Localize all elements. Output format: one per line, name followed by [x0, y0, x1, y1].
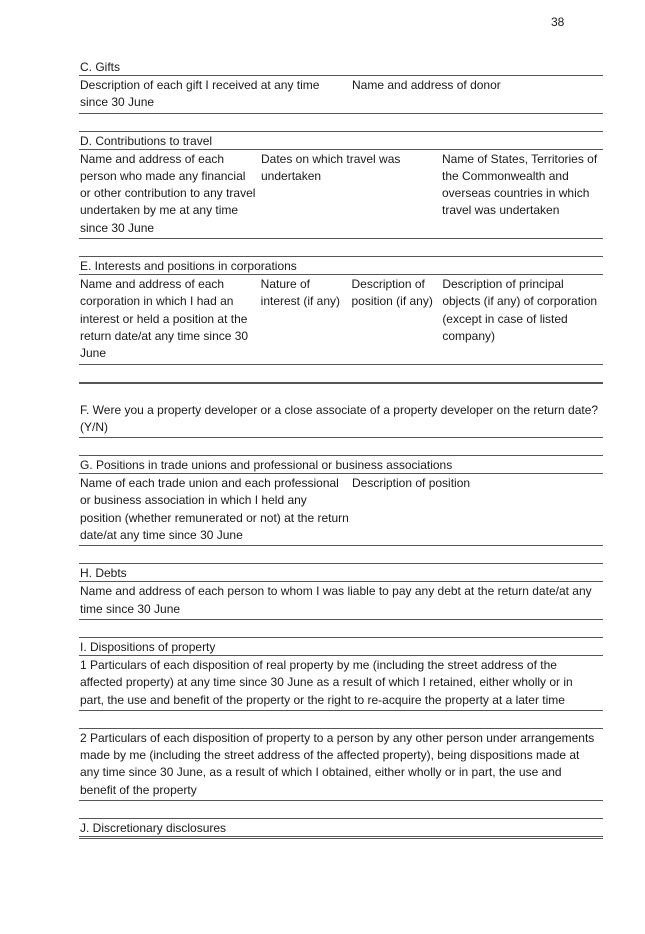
section-e-title: E. Interests and positions in corporations: [79, 257, 603, 275]
disclosure-form: [79, 58, 603, 839]
section-i-item2: 2 Particulars of each disposition of property to a person by any other person under arrangements made by me (including the street address of the affected property), being dispositions made at any time since 30 June, as a result of which I obtained, either wholly or in part, the use and benefit of the property: [80, 730, 595, 797]
section-e-header-row: [79, 275, 603, 364]
section-i-title: I. Dispositions of property: [79, 638, 603, 656]
section-e-col-corporation: Name and address of each corporation in which I had an interest or held a position at the return date/at any time since 30 June: [80, 277, 249, 361]
section-d-col-places: Name of States, Territories of the Commonwealth and overseas countries in which travel was undertaken: [442, 151, 598, 218]
page-number: 38: [551, 15, 565, 29]
section-g-header-row: [79, 474, 603, 546]
section-e-col-position: Description of position (if any): [351, 277, 433, 309]
section-i-item2-row: [79, 729, 603, 801]
section-g-entry-row[interactable]: [79, 546, 603, 564]
section-c-title: C. Gifts: [79, 58, 603, 76]
section-i-item1-row: [79, 656, 603, 711]
section-h-header-row: [79, 582, 603, 620]
section-i-item1-entry-row[interactable]: [79, 711, 603, 729]
section-g-title: G. Positions in trade unions and professional or business associations: [79, 456, 603, 474]
section-d-col-contributor: Name and address of each person who made any financial or other contribution to any travel undertaken by me at any time since 30 June: [80, 151, 256, 235]
section-d-title: D. Contributions to travel: [79, 132, 603, 150]
section-f-question: F. Were you a property developer or a close associate of a property developer on the return date? (Y/N): [80, 402, 599, 434]
section-h-entry-row[interactable]: [79, 620, 603, 638]
section-f-answer-row[interactable]: [79, 438, 603, 456]
section-d-header-row: [79, 150, 603, 239]
section-i-item1: 1 Particulars of each disposition of real property by me (including the street address of the affected property) at any time since 30 June as a result of which I retained, either wholly or in part, the use and benefit of the property or the right to re-acquire the property at a later time: [80, 657, 573, 707]
section-g-col-union: Name of each trade union and each professional or business association in which I held any position (whether remunerated or not) at the return date/at any time since 30 June: [80, 476, 349, 543]
section-h-col-creditor: Name and address of each person to whom I was liable to pay any debt at the return date/at any time since 30 June: [80, 584, 592, 616]
section-c-col-donor: Name and address of donor: [352, 78, 501, 92]
section-j-title: J. Discretionary disclosures: [79, 819, 603, 839]
section-d-col-dates: Dates on which travel was undertaken: [261, 151, 401, 183]
section-c-header-row: [79, 76, 603, 114]
section-e-col-objects: Description of principal objects (if any) of corporation (except in case of listed company): [442, 277, 598, 343]
section-h-title: H. Debts: [79, 564, 603, 582]
section-e-entry-row[interactable]: [79, 365, 603, 383]
section-e-col-nature: Nature of interest (if any): [260, 277, 341, 309]
section-g-col-position: Description of position: [352, 476, 471, 491]
section-f-question-row: [79, 383, 603, 439]
section-c-col-gift-description: Description of each gift I received at any time since 30 June: [80, 78, 320, 110]
section-c-entry-row[interactable]: [79, 114, 603, 132]
section-d-entry-row[interactable]: [79, 239, 603, 257]
section-i-item2-entry-row[interactable]: [79, 801, 603, 819]
